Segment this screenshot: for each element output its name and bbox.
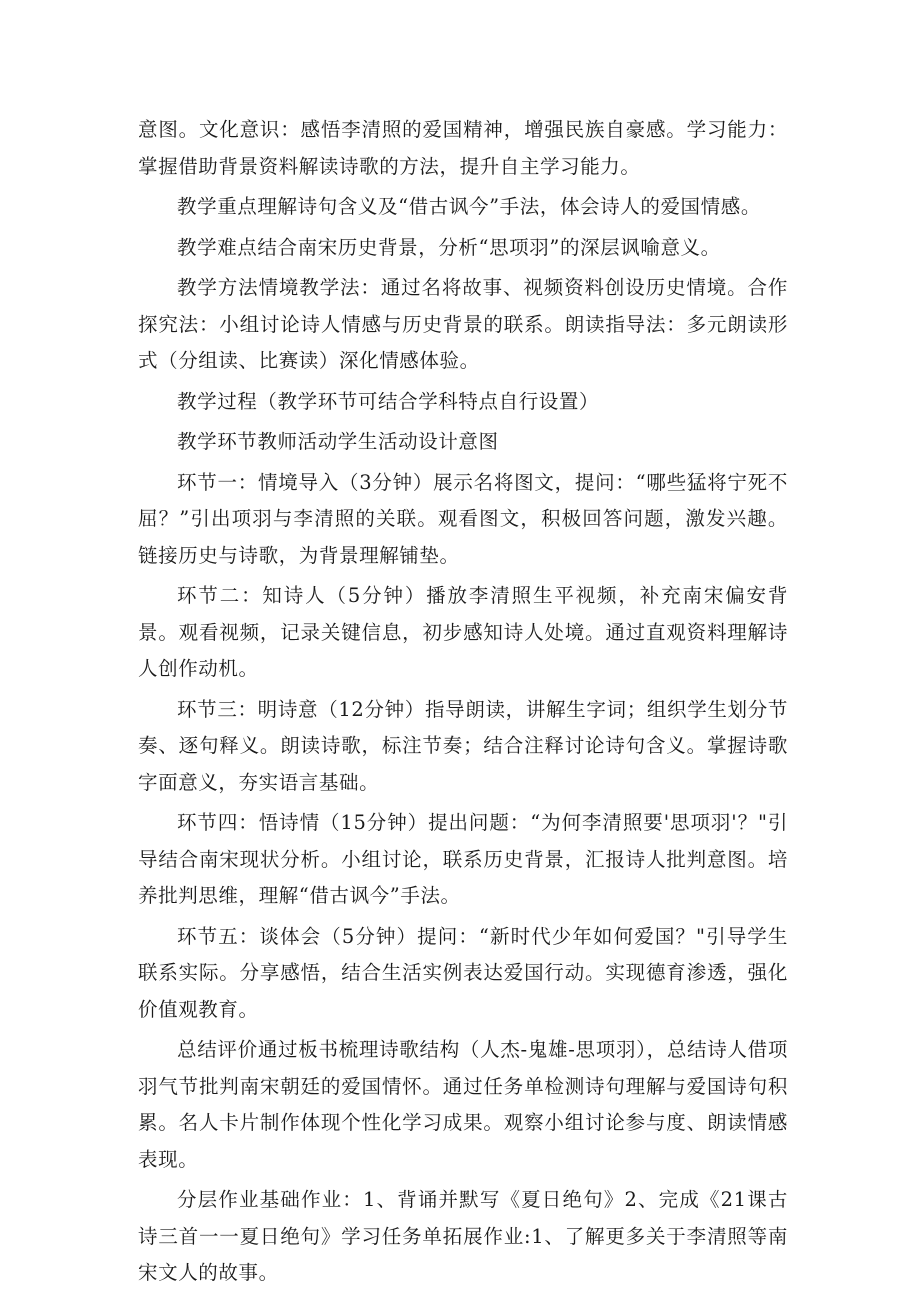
paragraph-teaching-focus: 教学重点理解诗句含义及“借古讽今”手法，体会诗人的爱国情感。	[177, 195, 761, 218]
paragraph-step-three: 环节三：明诗意（12分钟）指导朗读，讲解生字词；组织学生划分节奏、逐句释义。朗读诗歌，标注节奏；结合注释讨论诗句含义。掌握诗歌字面意义，夯实语言基础。	[138, 697, 788, 794]
paragraph-step-four: 环节四：悟诗情（15分钟）提出问题：“为何李清照要'思项羽'？"引导结合南宋现状分析。小组讨论，联系历史背景，汇报诗人批判意图。培养批判思维，理解“借古讽今”手法。	[138, 811, 788, 907]
paragraph-teaching-methods: 教学方法情境教学法：通过名将故事、视频资料创设历史情境。合作探究法：小组讨论诗人情感与历史背景的联系。朗读指导法：多元朗读形式（分组读、比赛读）深化情感体验。	[138, 276, 788, 372]
paragraph-teaching-difficulty: 教学难点结合南宋历史背景，分析“思项羽”的深层讽喻意义。	[177, 235, 721, 259]
paragraph-teaching-process: 教学过程（教学环节可结合学科特点自行设置）	[177, 389, 600, 413]
paragraph-step-five: 环节五：谈体会（5分钟）提问：“新时代少年如何爱国？"引导学生联系实际。分享感悟，结合生活实例表达爱国行动。实现德育渗透，强化价值观教育。	[138, 924, 788, 1021]
paragraph-step-one: 环节一：情境导入（3分钟）展示名将图文，提问：“哪些猛将宁死不屈？”引出项羽与李清照的关联。观看图文，积极回答问题，激发兴趣。链接历史与诗歌，为背景理解铺垫。	[138, 470, 788, 567]
paragraph-objectives-continued: 意图。文化意识：感悟李清照的爱国精神，增强民族自豪感。学习能力：掌握借助背景资料解读诗歌的方法，提升自主学习能力。	[138, 118, 788, 178]
document-body	[138, 112, 788, 1296]
paragraph-step-two: 环节二：知诗人（5分钟）播放李清照生平视频，补充南宋偏安背景。观看视频，记录关键信息，初步感知诗人处境。通过直观资料理解诗人创作动机。	[138, 584, 788, 680]
paragraph-summary-evaluation: 总结评价通过板书梳理诗歌结构（人杰-鬼雄-思项羽），总结诗人借项羽气节批判南宋朝廷的爱国情怀。通过任务单检测诗句理解与爱国诗句积累。名人卡片制作体现个性化学习成果。观察小组讨论参与度、朗读情感表现。	[138, 1038, 788, 1171]
paragraph-homework: 分层作业基础作业：1、背诵并默写《夏日绝句》2、完成《21课古诗三首一一夏日绝句》学习任务单拓展作业:1、了解更多关于李清照等南宋文人的故事。	[138, 1188, 788, 1284]
paragraph-process-header: 教学环节教师活动学生活动设计意图	[177, 430, 499, 453]
